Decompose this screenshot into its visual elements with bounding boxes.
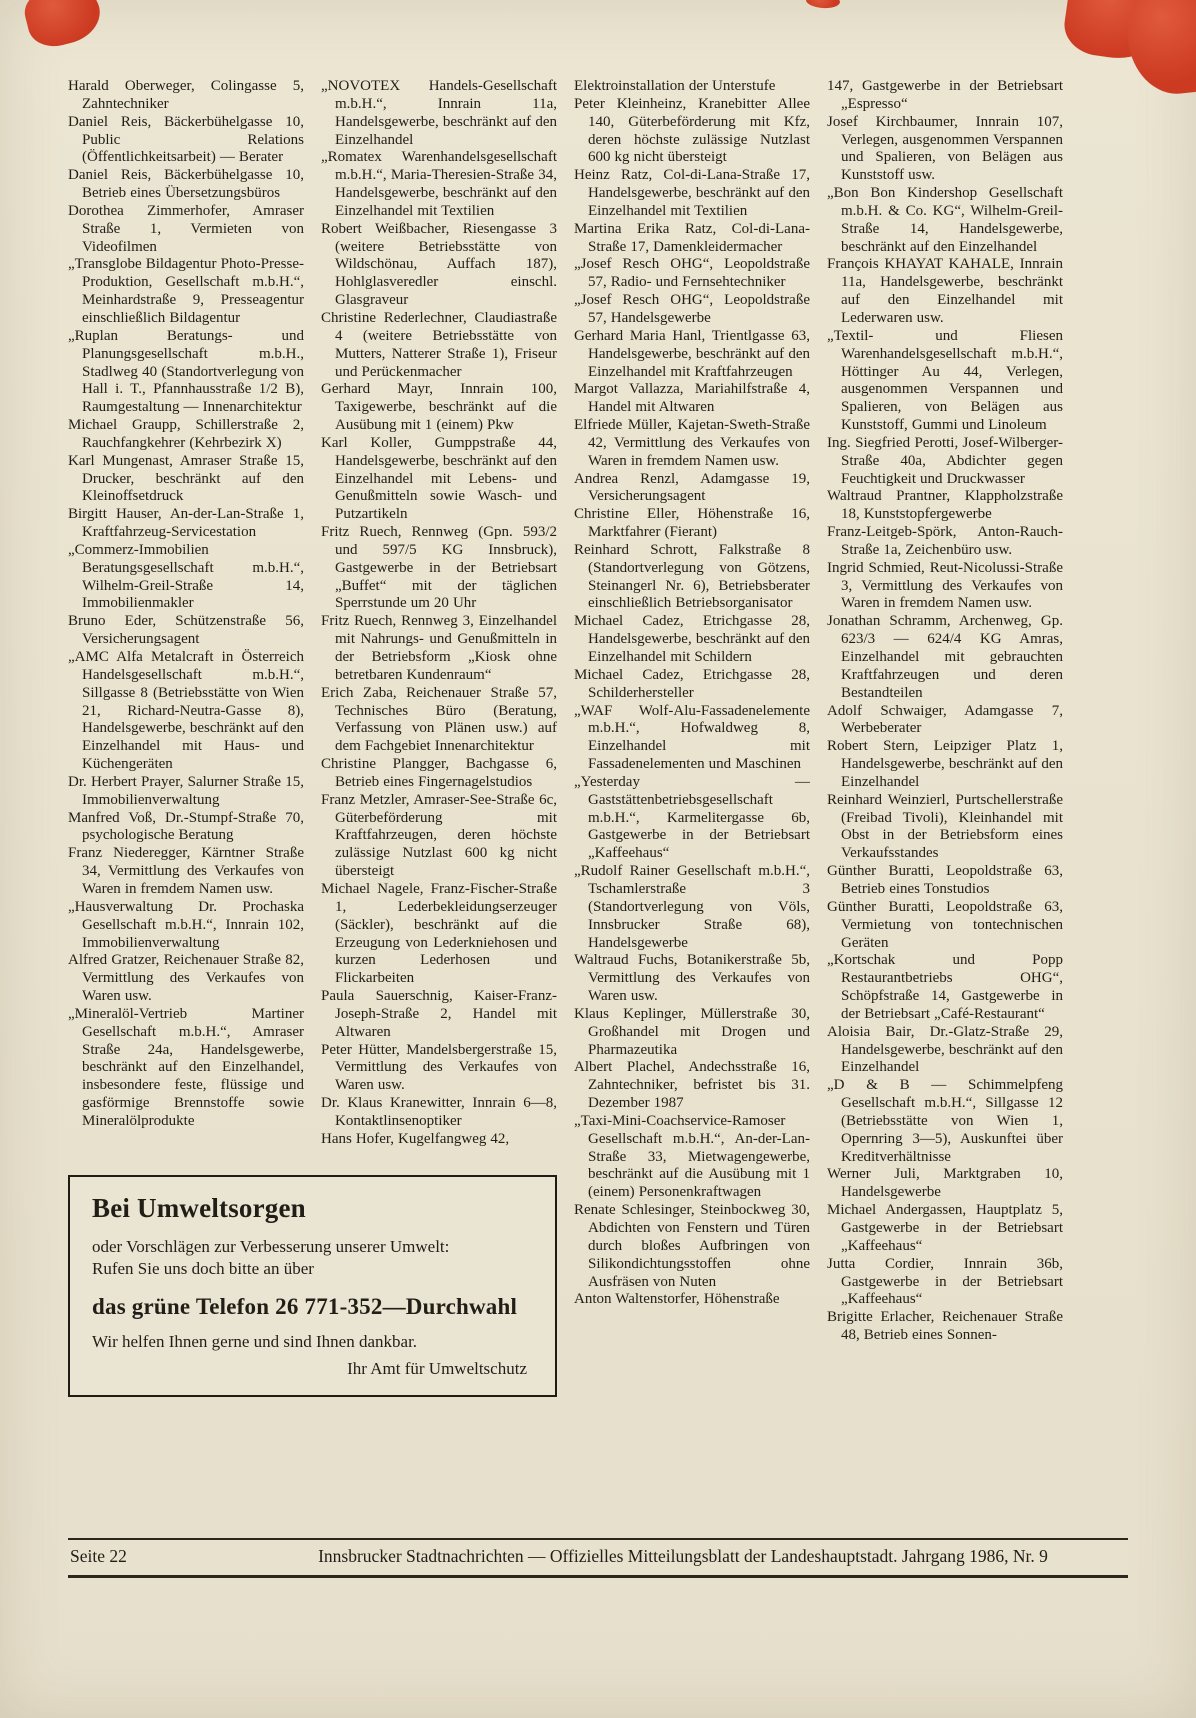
directory-entry: „Ruplan Beratungs- und Planungsgesellschaft m.b.H., Stadlweg 40 (Standortverlegung von Hall i. T., Pfannhausstraße 1/2 B), Raumgestaltung — Innenarchitektur bbox=[68, 327, 304, 416]
directory-entry: Brigitte Erlacher, Reichenauer Straße 48, Betrieb eines Sonnen- bbox=[827, 1309, 1063, 1344]
page-footer bbox=[68, 1538, 1128, 1578]
text-column-1 bbox=[68, 78, 304, 1149]
directory-entry: 147, Gastgewerbe in der Betriebsart „Espresso“ bbox=[827, 78, 1063, 112]
directory-entry: Michael Graupp, Schillerstraße 2, Rauchfangkehrer (Kehrbezirk X) bbox=[68, 417, 304, 451]
directory-entry: Michael Andergassen, Hauptplatz 5, Gastgewerbe in der Betriebsart „Kaffeehaus“ bbox=[827, 1202, 1063, 1254]
directory-entry: Reinhard Weinzierl, Purtschellerstraße (Freibad Tivoli), Kleinhandel mit Obst in der Betriebsform eines Verkaufsstandes bbox=[827, 791, 1063, 862]
directory-entry: Reinhard Schrott, Falkstraße 8 (Standortverlegung von Götzens, Steinangerl Nr. 6), Betriebsberater einschließlich Betriebsorganisator bbox=[574, 541, 810, 612]
directory-entry: Martina Erika Ratz, Col-di-Lana-Straße 17, Damenkleidermacher bbox=[574, 220, 810, 255]
directory-entry: „Commerz-Immobilien Beratungsgesellschaft m.b.H.“, Wilhelm-Greil-Straße 14, Immobilienmakler bbox=[68, 541, 304, 612]
directory-entry: Bruno Eder, Schützenstraße 56, Versicherungsagent bbox=[68, 613, 304, 648]
left-column-group bbox=[68, 78, 557, 1397]
columns-1-2 bbox=[68, 78, 557, 1149]
directory-entry: Ing. Siegfried Perotti, Josef-Wilberger-Straße 40a, Abdichter gegen Feuchtigkeit und Druckwasser bbox=[827, 434, 1063, 487]
directory-entry: Werner Juli, Marktgraben 10, Handelsgewerbe bbox=[827, 1166, 1063, 1201]
directory-entry: Adolf Schwaiger, Adamgasse 7, Werbeberater bbox=[827, 702, 1063, 737]
directory-entry: Karl Mungenast, Amraser Straße 15, Drucker, beschränkt auf den Kleinoffsetdruck bbox=[68, 452, 304, 505]
directory-entry: „WAF Wolf-Alu-Fassadenelemente m.b.H.“, Hofwaldweg 8, Einzelhandel mit Fassadenelementen und Maschinen bbox=[574, 702, 810, 773]
directory-entry: François KHAYAT KAHALE, Innrain 11a, Handelsgewerbe, beschränkt auf den Einzelhandel mit Lederwaren usw. bbox=[827, 256, 1063, 326]
directory-entry: Robert Stern, Leipziger Platz 1, Handelsgewerbe, beschränkt auf den Einzelhandel bbox=[827, 738, 1063, 790]
directory-entry: „Kortschak und Popp Restaurantbetriebs OHG“, Schöpfstraße 14, Gastgewerbe in der Betriebsart „Café-Restaurant“ bbox=[827, 952, 1063, 1022]
umweltsorgen-info-box bbox=[68, 1175, 557, 1397]
directory-entry: Jutta Cordier, Innrain 36b, Gastgewerbe in der Betriebsart „Kaffeehaus“ bbox=[827, 1255, 1063, 1308]
article-columns bbox=[68, 78, 1064, 1397]
red-ink-mark bbox=[1122, 0, 1196, 98]
directory-entry: Manfred Voß, Dr.-Stumpf-Straße 70, psychologische Beratung bbox=[68, 809, 304, 844]
info-box-phone-line: das grüne Telefon 26 771-352—Durchwahl bbox=[92, 1293, 518, 1319]
directory-entry: Fritz Ruech, Rennweg 3, Einzelhandel mit Nahrungs- und Genußmitteln in der Betriebsform „Kiosk ohne betretbaren Kundenraum“ bbox=[321, 613, 557, 683]
directory-entry: Karl Koller, Gumppstraße 44, Handelsgewerbe, beschränkt auf den Einzelhandel mit Lebens- und Genußmitteln sowie Wasch- und Putzartikeln bbox=[321, 434, 557, 523]
directory-entry: „Taxi-Mini-Coachservice-Ramoser Gesellschaft m.b.H.“, An-der-Lan-Straße 33, Mietwagengewerbe, beschränkt auf die Ausübung mit 1 (einem) Personenkraftwagen bbox=[574, 1112, 810, 1201]
directory-entry: „D & B — Schimmelpfeng Gesellschaft m.b.H.“, Sillgasse 12 (Betriebsstätte von Wien 1, Opernring 3—5), Auskunftei über Kreditverhältnisse bbox=[827, 1077, 1063, 1165]
directory-entry: Günther Buratti, Leopoldstraße 63, Vermietung von tontechnischen Geräten bbox=[827, 898, 1063, 951]
red-ink-mark bbox=[806, 0, 841, 9]
directory-entry: Michael Cadez, Etrichgasse 28, Schilderhersteller bbox=[574, 666, 810, 701]
text-column-2 bbox=[321, 78, 557, 1149]
directory-entry: Hans Hofer, Kugelfangweg 42, bbox=[321, 1130, 510, 1147]
directory-entry: Peter Hütter, Mandelsbergerstraße 15, Vermittlung des Verkaufes von Waren usw. bbox=[321, 1041, 557, 1094]
directory-entry: Daniel Reis, Bäckerbühelgasse 10, Public Relations (Öffentlichkeitsarbeit) — Berater bbox=[68, 113, 304, 166]
info-box-title: Bei Umweltsorgen bbox=[92, 1192, 306, 1223]
directory-entry: Franz-Leitgeb-Spörk, Anton-Rauch-Straße 1a, Zeichenbüro usw. bbox=[827, 524, 1063, 558]
directory-entry: „Yesterday — Gaststättenbetriebsgesellschaft m.b.H.“, Karmelitergasse 6b, Gastgewerbe in der Betriebsart „Kaffeehaus“ bbox=[574, 773, 810, 862]
directory-entry: Birgitt Hauser, An-der-Lan-Straße 1, Kraftfahrzeug-Servicestation bbox=[68, 506, 304, 541]
directory-entry: Andrea Renzl, Adamgasse 19, Versicherungsagent bbox=[574, 470, 810, 505]
directory-entry: Michael Nagele, Franz-Fischer-Straße 1, Lederbekleidungserzeuger (Säckler), beschränkt auf die Erzeugung von Lederkniehosen und kurzen Lederhosen und Flickarbeiten bbox=[321, 880, 557, 987]
directory-entry: „NOVOTEX Handels-Gesellschaft m.b.H.“, Innrain 11a, Handelsgewerbe, beschränkt auf den Einzelhandel bbox=[321, 78, 557, 148]
directory-entry: Günther Buratti, Leopoldstraße 63, Betrieb eines Tonstudios bbox=[827, 863, 1063, 897]
directory-entry: Robert Weißbacher, Riesengasse 3 (weitere Betriebsstätte von Wildschönau, Auffach 187), Hohlglasveredler einschl. Glasgraveur bbox=[321, 220, 557, 309]
directory-entry: Jonathan Schramm, Archenweg, Gp. 623/3 — 624/4 KG Amras, Einzelhandel mit gebrauchten Kraftfahrzeugen und deren Bestandteilen bbox=[827, 613, 1063, 701]
directory-entry: Paula Sauerschnig, Kaiser-Franz-Joseph-Straße 2, Handel mit Altwaren bbox=[321, 988, 557, 1040]
directory-entry: Anton Waltenstorfer, Höhenstraße bbox=[574, 1291, 780, 1308]
red-ink-mark bbox=[20, 0, 106, 52]
directory-entry: Albert Plachel, Andechsstraße 16, Zahntechniker, befristet bis 31. Dezember 1987 bbox=[574, 1059, 810, 1112]
directory-entry: Dr. Klaus Kranewitter, Innrain 6—8, Kontaktlinsenoptiker bbox=[321, 1095, 557, 1129]
info-box-text-line: oder Vorschlägen zur Verbesserung unserer Umwelt: bbox=[92, 1236, 450, 1256]
directory-entry: Peter Kleinheinz, Kranebitter Allee 140, Güterbeförderung mit Kfz, deren höchste zulässige Nutzlast 600 kg nicht übersteigt bbox=[574, 95, 810, 166]
right-column-group bbox=[574, 78, 1063, 1397]
directory-entry: „Josef Resch OHG“, Leopoldstraße 57, Handelsgewerbe bbox=[574, 292, 810, 326]
directory-entry: Gerhard Maria Hanl, Trientlgasse 63, Handelsgewerbe, beschränkt auf den Einzelhandel mit Kraftfahrzeugen bbox=[574, 327, 810, 380]
page-number: Seite 22 bbox=[70, 1546, 127, 1566]
directory-entry: Josef Kirchbaumer, Innrain 107, Verlegen, ausgenommen Verspannen und Spalieren, von Belägen aus Kunststoff usw. bbox=[827, 113, 1063, 184]
directory-entry: Elfriede Müller, Kajetan-Sweth-Straße 42, Vermittlung des Verkaufes von Waren in fremdem Namen usw. bbox=[574, 417, 810, 469]
directory-entry: Margot Vallazza, Mariahilfstraße 4, Handel mit Altwaren bbox=[574, 381, 810, 416]
columns-3-4 bbox=[574, 78, 1063, 1345]
directory-entry: Alfred Gratzer, Reichenauer Straße 82, Vermittlung des Verkaufes von Waren usw. bbox=[68, 952, 304, 1005]
directory-entry: Fritz Ruech, Rennweg (Gpn. 593/2 und 597/5 KG Innsbruck), Gastgewerbe in der Betriebsart „Buffet“ mit der täglichen Sperrstunde um 20 Uhr bbox=[321, 524, 557, 612]
directory-entry: Ingrid Schmied, Reut-Nicolussi-Straße 3, Vermittlung des Verkaufes von Waren in fremdem Namen usw. bbox=[827, 559, 1063, 612]
text-column-3 bbox=[574, 78, 810, 1345]
directory-entry: „Josef Resch OHG“, Leopoldstraße 57, Radio- und Fernsehtechniker bbox=[574, 256, 810, 291]
directory-entry: Dr. Herbert Prayer, Salurner Straße 15, Immobilienverwaltung bbox=[68, 773, 304, 808]
directory-entry: Aloisia Bair, Dr.-Glatz-Straße 29, Handelsgewerbe, beschränkt auf den Einzelhandel bbox=[827, 1023, 1063, 1076]
directory-entry: Michael Cadez, Etrichgasse 28, Handelsgewerbe, beschränkt auf den Einzelhandel mit Schildern bbox=[574, 613, 810, 665]
info-box-signature: Ihr Amt für Umweltschutz bbox=[347, 1358, 527, 1378]
directory-entry: „Rudolf Rainer Gesellschaft m.b.H.“, Tschamlerstraße 3 (Standortverlegung von Völs, Innsbrucker Straße 68), Handelsgewerbe bbox=[574, 863, 810, 951]
directory-entry: Waltraud Fuchs, Botanikerstraße 5b, Vermittlung des Verkaufes von Waren usw. bbox=[574, 952, 810, 1005]
directory-entry: „AMC Alfa Metalcraft in Österreich Handelsgesellschaft m.b.H.“, Sillgasse 8 (Betriebsstätte von Wien 21, Richard-Neutra-Gasse 8), Handelsgewerbe, beschränkt auf den Einzelhandel mit Haus- und Küchengeräten bbox=[68, 649, 304, 773]
directory-entry: Renate Schlesinger, Steinbockweg 30, Abdichten von Fenstern und Türen durch bloßes Aufbringen von Silikondichtungsstoffen ohne Ausfräsen von Nuten bbox=[574, 1202, 810, 1290]
directory-entry: Erich Zaba, Reichenauer Straße 57, Technisches Büro (Beratung, Verfassung von Plänen usw.) auf dem Fachgebiet Innenarchitektur bbox=[321, 684, 557, 755]
directory-entry: Franz Niederegger, Kärntner Straße 34, Vermittlung des Verkaufes von Waren in fremdem Namen usw. bbox=[68, 845, 304, 897]
directory-entry: Waltraud Prantner, Klappholzstraße 18, Kunststopfergewerbe bbox=[827, 488, 1063, 523]
directory-entry: „Mineralöl-Vertrieb Martiner Gesellschaft m.b.H.“, Amraser Straße 24a, Handelsgewerbe, beschränkt auf den Einzelhandel, insbesondere feste, flüssige und gasförmige Brennstoffe sowie Mineralölprodukte bbox=[68, 1005, 304, 1129]
directory-entry: Franz Metzler, Amraser-See-Straße 6c, Güterbeförderung mit Kraftfahrzeugen, deren höchste zulässige Nutzlast 600 kg nicht übersteigt bbox=[321, 791, 557, 880]
directory-entry: „Textil- und Fliesen Warenhandelsgesellschaft m.b.H.“, Höttinger Au 44, Verlegen, ausgenommen Verspannen und Spalieren, von Belägen aus Kunststoff, Gummi und Linoleum bbox=[827, 327, 1063, 434]
directory-entry: Elektroinstallation der Unterstufe bbox=[574, 78, 776, 94]
directory-entry: Christine Plangger, Bachgasse 6, Betrieb eines Fingernagelstudios bbox=[321, 756, 557, 790]
directory-entry: Dorothea Zimmerhofer, Amraser Straße 1, Vermieten von Videofilmen bbox=[68, 202, 304, 255]
directory-entry: „Transglobe Bildagentur Photo-Presse-Produktion, Gesellschaft m.b.H.“, Meinhardstraße 9, Presseagentur einschließlich Bildagentur bbox=[68, 256, 304, 326]
directory-entry: „Bon Bon Kindershop Gesellschaft m.b.H. & Co. KG“, Wilhelm-Greil-Straße 14, Handelsgewerbe, beschränkt auf den Einzelhandel bbox=[827, 185, 1063, 255]
info-box-text-line: Wir helfen Ihnen gerne und sind Ihnen dankbar. bbox=[92, 1331, 418, 1351]
publication-line: Innsbrucker Stadtnachrichten — Offizielles Mitteilungsblatt der Landeshauptstadt. Jahrgang 1986, Nr. 9 bbox=[318, 1546, 1048, 1566]
directory-entry: „Romatex Warenhandelsgesellschaft m.b.H.“, Maria-Theresien-Straße 34, Handelsgewerbe, beschränkt auf den Einzelhandel mit Textilien bbox=[321, 149, 557, 219]
directory-entry: „Hausverwaltung Dr. Prochaska Gesellschaft m.b.H.“, Innrain 102, Immobilienverwaltung bbox=[68, 898, 304, 951]
directory-entry: Christine Eller, Höhenstraße 16, Marktfahrer (Fierant) bbox=[574, 506, 810, 541]
directory-entry: Christine Rederlechner, Claudiastraße 4 (weitere Betriebsstätte von Mutters, Natterer Straße 1), Friseur und Perückenmacher bbox=[321, 309, 557, 380]
text-column-4 bbox=[827, 78, 1063, 1345]
directory-entry: Daniel Reis, Bäckerbühelgasse 10, Betrieb eines Übersetzungsbüros bbox=[68, 167, 304, 202]
directory-entry: Harald Oberweger, Colingasse 5, Zahntechniker bbox=[68, 78, 304, 112]
directory-entry: Klaus Keplinger, Müllerstraße 30, Großhandel mit Drogen und Pharmazeutika bbox=[574, 1005, 810, 1058]
directory-entry: Heinz Ratz, Col-di-Lana-Straße 17, Handelsgewerbe, beschränkt auf den Einzelhandel mit Textilien bbox=[574, 167, 810, 219]
directory-entry: Gerhard Mayr, Innrain 100, Taxigewerbe, beschränkt auf die Ausübung mit 1 (einem) Pkw bbox=[321, 381, 557, 434]
info-box-text-line: Rufen Sie uns doch bitte an über bbox=[92, 1259, 314, 1279]
